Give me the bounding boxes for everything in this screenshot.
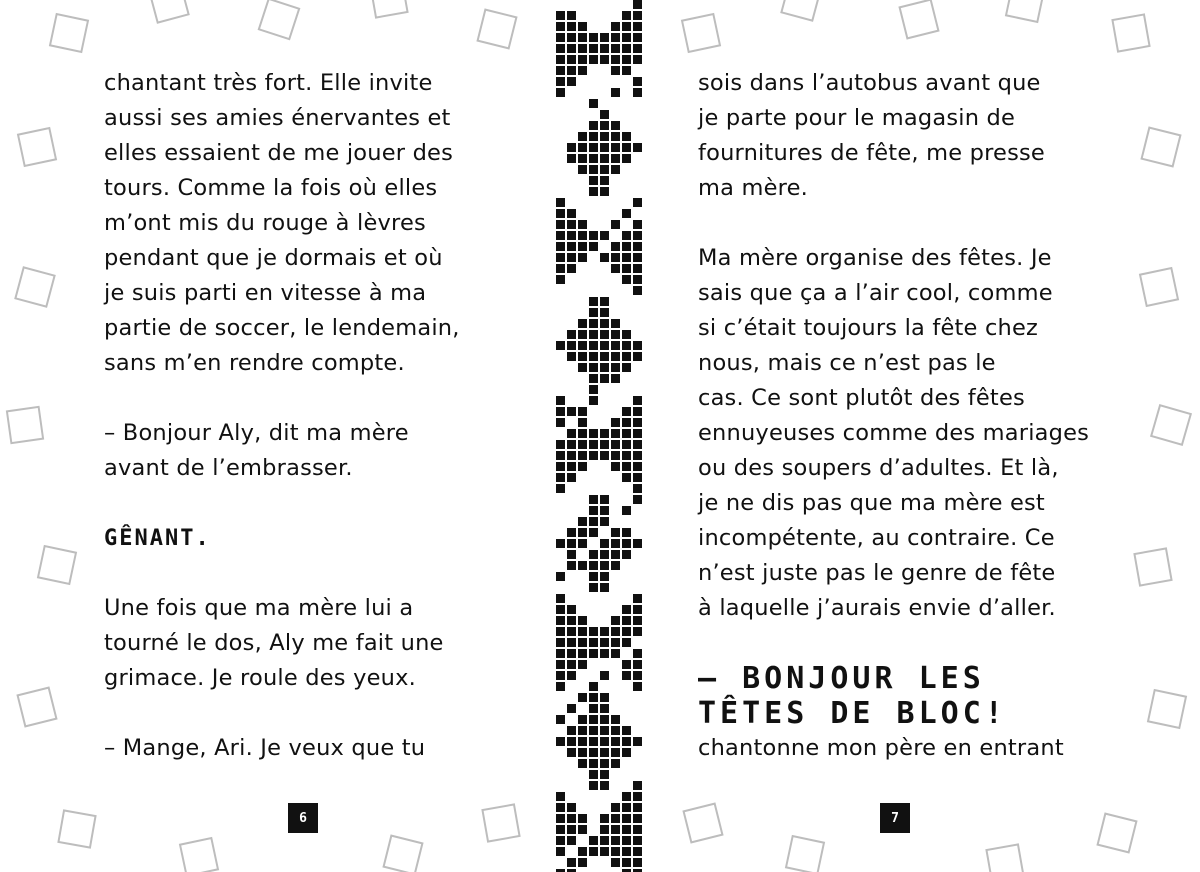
text-line: sans m’en rendre compte.	[104, 350, 405, 376]
decor-square	[14, 266, 56, 308]
text-line: m’ont mis du rouge à lèvres	[104, 210, 426, 236]
decor-square	[682, 802, 723, 843]
text-line: tourné le dos, Aly me fait une	[104, 630, 444, 656]
decor-square	[6, 406, 44, 444]
decor-square	[16, 686, 57, 727]
text-line: je suis parti en vitesse à ma	[104, 280, 427, 306]
text-line: ma mère.	[698, 175, 808, 201]
dialogue-line: – Bonjour Aly, dit ma mère	[104, 420, 409, 446]
decor-square	[1005, 0, 1045, 23]
decor-square	[57, 809, 96, 848]
decor-square	[1096, 812, 1137, 853]
decor-square	[179, 837, 219, 872]
right-page-text	[698, 66, 1138, 766]
right-page	[644, 0, 1200, 872]
decor-square	[481, 803, 520, 842]
text-line: elles essaient de me jouer des	[104, 140, 454, 166]
text-line: fournitures de fête, me presse	[698, 140, 1045, 166]
left-page	[0, 0, 556, 872]
shout-text: TÊTES DE BLOC!	[698, 696, 1007, 731]
decor-square	[1139, 267, 1179, 307]
page-number: 7	[880, 803, 910, 833]
decor-square	[148, 0, 190, 24]
decor-square	[37, 545, 77, 585]
text-line: sais que ça a l’air cool, comme	[698, 280, 1053, 306]
dialogue-line: avant de l’embrasser.	[104, 455, 353, 481]
text-line: si c’était toujours la fête chez	[698, 315, 1039, 341]
decor-square	[681, 13, 721, 53]
decor-square	[785, 835, 825, 872]
decor-square	[258, 0, 301, 40]
text-line: ennuyeuses comme des mariages	[698, 420, 1090, 446]
text-line: sois dans l’autobus avant que	[698, 70, 1041, 96]
decor-square	[985, 843, 1024, 872]
text-line: nous, mais ce n’est pas le	[698, 350, 996, 376]
text-line: aussi ses amies énervantes et	[104, 105, 451, 131]
decor-square	[1111, 13, 1150, 52]
decor-square	[476, 8, 517, 49]
text-line: chantant très fort. Elle invite	[104, 70, 433, 96]
shout-text: GÊNANT.	[104, 526, 211, 551]
text-line: je ne dis pas que ma mère est	[698, 490, 1045, 516]
page-number: 6	[288, 803, 318, 833]
decor-square	[1133, 547, 1172, 586]
decor-square	[369, 0, 408, 19]
decor-square	[49, 13, 89, 53]
decor-square	[17, 127, 57, 167]
text-line: Une fois que ma mère lui a	[104, 595, 414, 621]
decor-square	[1150, 404, 1192, 446]
decor-square	[780, 0, 822, 22]
dialogue-line: – Mange, Ari. Je veux que tu	[104, 735, 426, 761]
text-line: à laquelle j’aurais envie d’aller.	[698, 595, 1056, 621]
shout-text: – BONJOUR LES	[698, 661, 985, 696]
text-line: partie de soccer, le lendemain,	[104, 315, 460, 341]
text-line: grimace. Je roule des yeux.	[104, 665, 416, 691]
text-line: je parte pour le magasin de	[698, 105, 1016, 131]
decor-square	[898, 0, 939, 40]
spine-pixel-pattern	[556, 0, 644, 872]
text-line: chantonne mon père en entrant	[698, 735, 1064, 761]
decor-square	[1140, 126, 1181, 167]
text-line: n’est juste pas le genre de fête	[698, 560, 1056, 586]
text-line: tours. Comme la fois où elles	[104, 175, 438, 201]
decor-square	[382, 834, 423, 872]
text-line: pendant que je dormais et où	[104, 245, 443, 271]
text-line: incompétente, au contraire. Ce	[698, 525, 1055, 551]
text-line: cas. Ce sont plutôt des fêtes	[698, 385, 1025, 411]
decor-square	[1147, 689, 1187, 729]
left-page-text	[104, 66, 524, 766]
text-line: Ma mère organise des fêtes. Je	[698, 245, 1052, 271]
text-line: ou des soupers d’adultes. Et là,	[698, 455, 1059, 481]
